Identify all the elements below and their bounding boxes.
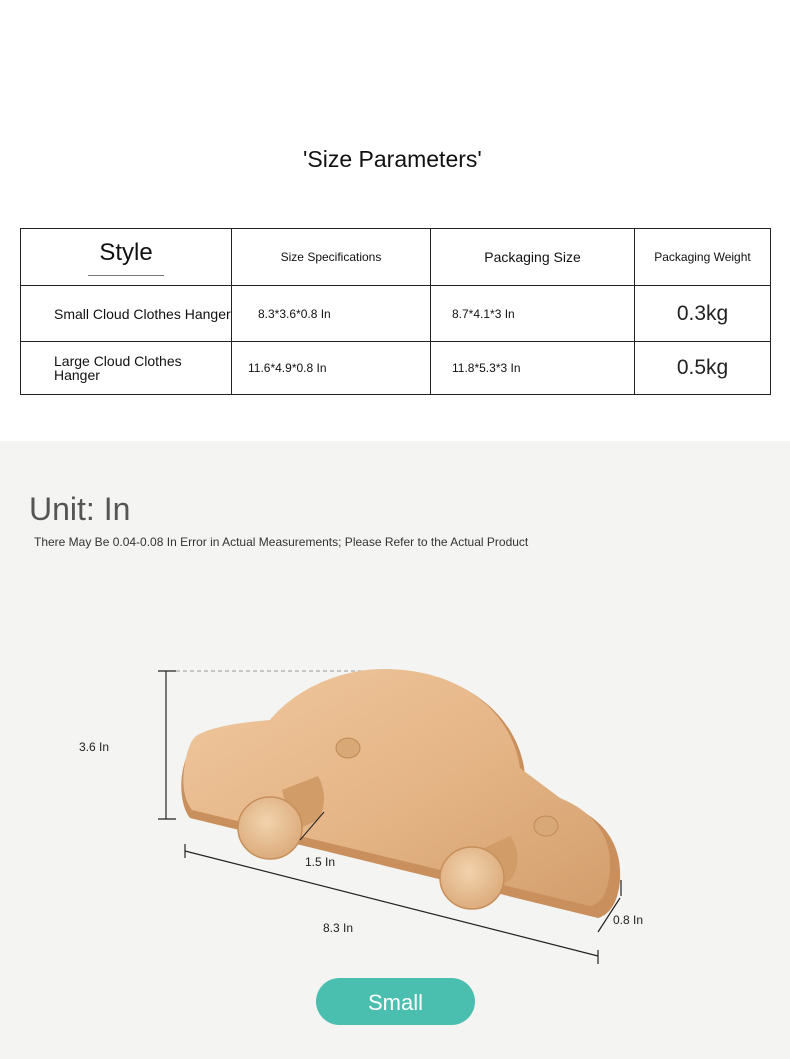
dowel-hole-1	[336, 738, 360, 758]
peg-1-cap	[238, 797, 302, 859]
section-title	[303, 148, 482, 170]
table-row	[21, 342, 771, 395]
header-packaging-size: Packaging Size	[431, 229, 635, 286]
hanger-body	[183, 669, 610, 906]
row-weight: 0.3kg	[635, 286, 771, 342]
row-packaging: 8.7*4.1*3 In	[431, 286, 635, 342]
row-packaging: 11.8*5.3*3 In	[431, 342, 635, 395]
header-packaging-weight: Packaging Weight	[635, 229, 771, 286]
section-title-text: 'Size Parameters'	[303, 146, 482, 172]
table-header-row	[21, 229, 771, 286]
row-style: Large Cloud Clothes Hanger	[21, 342, 232, 395]
peg-2-cap	[440, 847, 504, 909]
unit-heading: Unit: In	[29, 491, 131, 527]
measurement-note: There May Be 0.04-0.08 In Error in Actual Measurements; Please Refer to the Actual Product	[34, 535, 529, 549]
dowel-hole-2	[534, 816, 558, 836]
header-size-specifications: Size Specifications	[232, 229, 431, 286]
depth-label: 0.8 In	[613, 913, 644, 927]
row-weight: 0.5kg	[635, 342, 771, 395]
height-label: 3.6 In	[79, 740, 110, 754]
row-style: Small Cloud Clothes Hanger	[21, 286, 232, 342]
peg-label: 1.5 In	[305, 855, 336, 869]
hanger-illustration	[0, 441, 790, 1059]
size-table	[20, 228, 771, 395]
length-label: 8.3 In	[323, 921, 354, 935]
table-row	[21, 286, 771, 342]
row-size: 8.3*3.6*0.8 In	[232, 286, 431, 342]
row-size: 11.6*4.9*0.8 In	[232, 342, 431, 395]
size-small-button[interactable]: Small	[316, 978, 475, 1025]
header-style: Style	[21, 229, 232, 286]
